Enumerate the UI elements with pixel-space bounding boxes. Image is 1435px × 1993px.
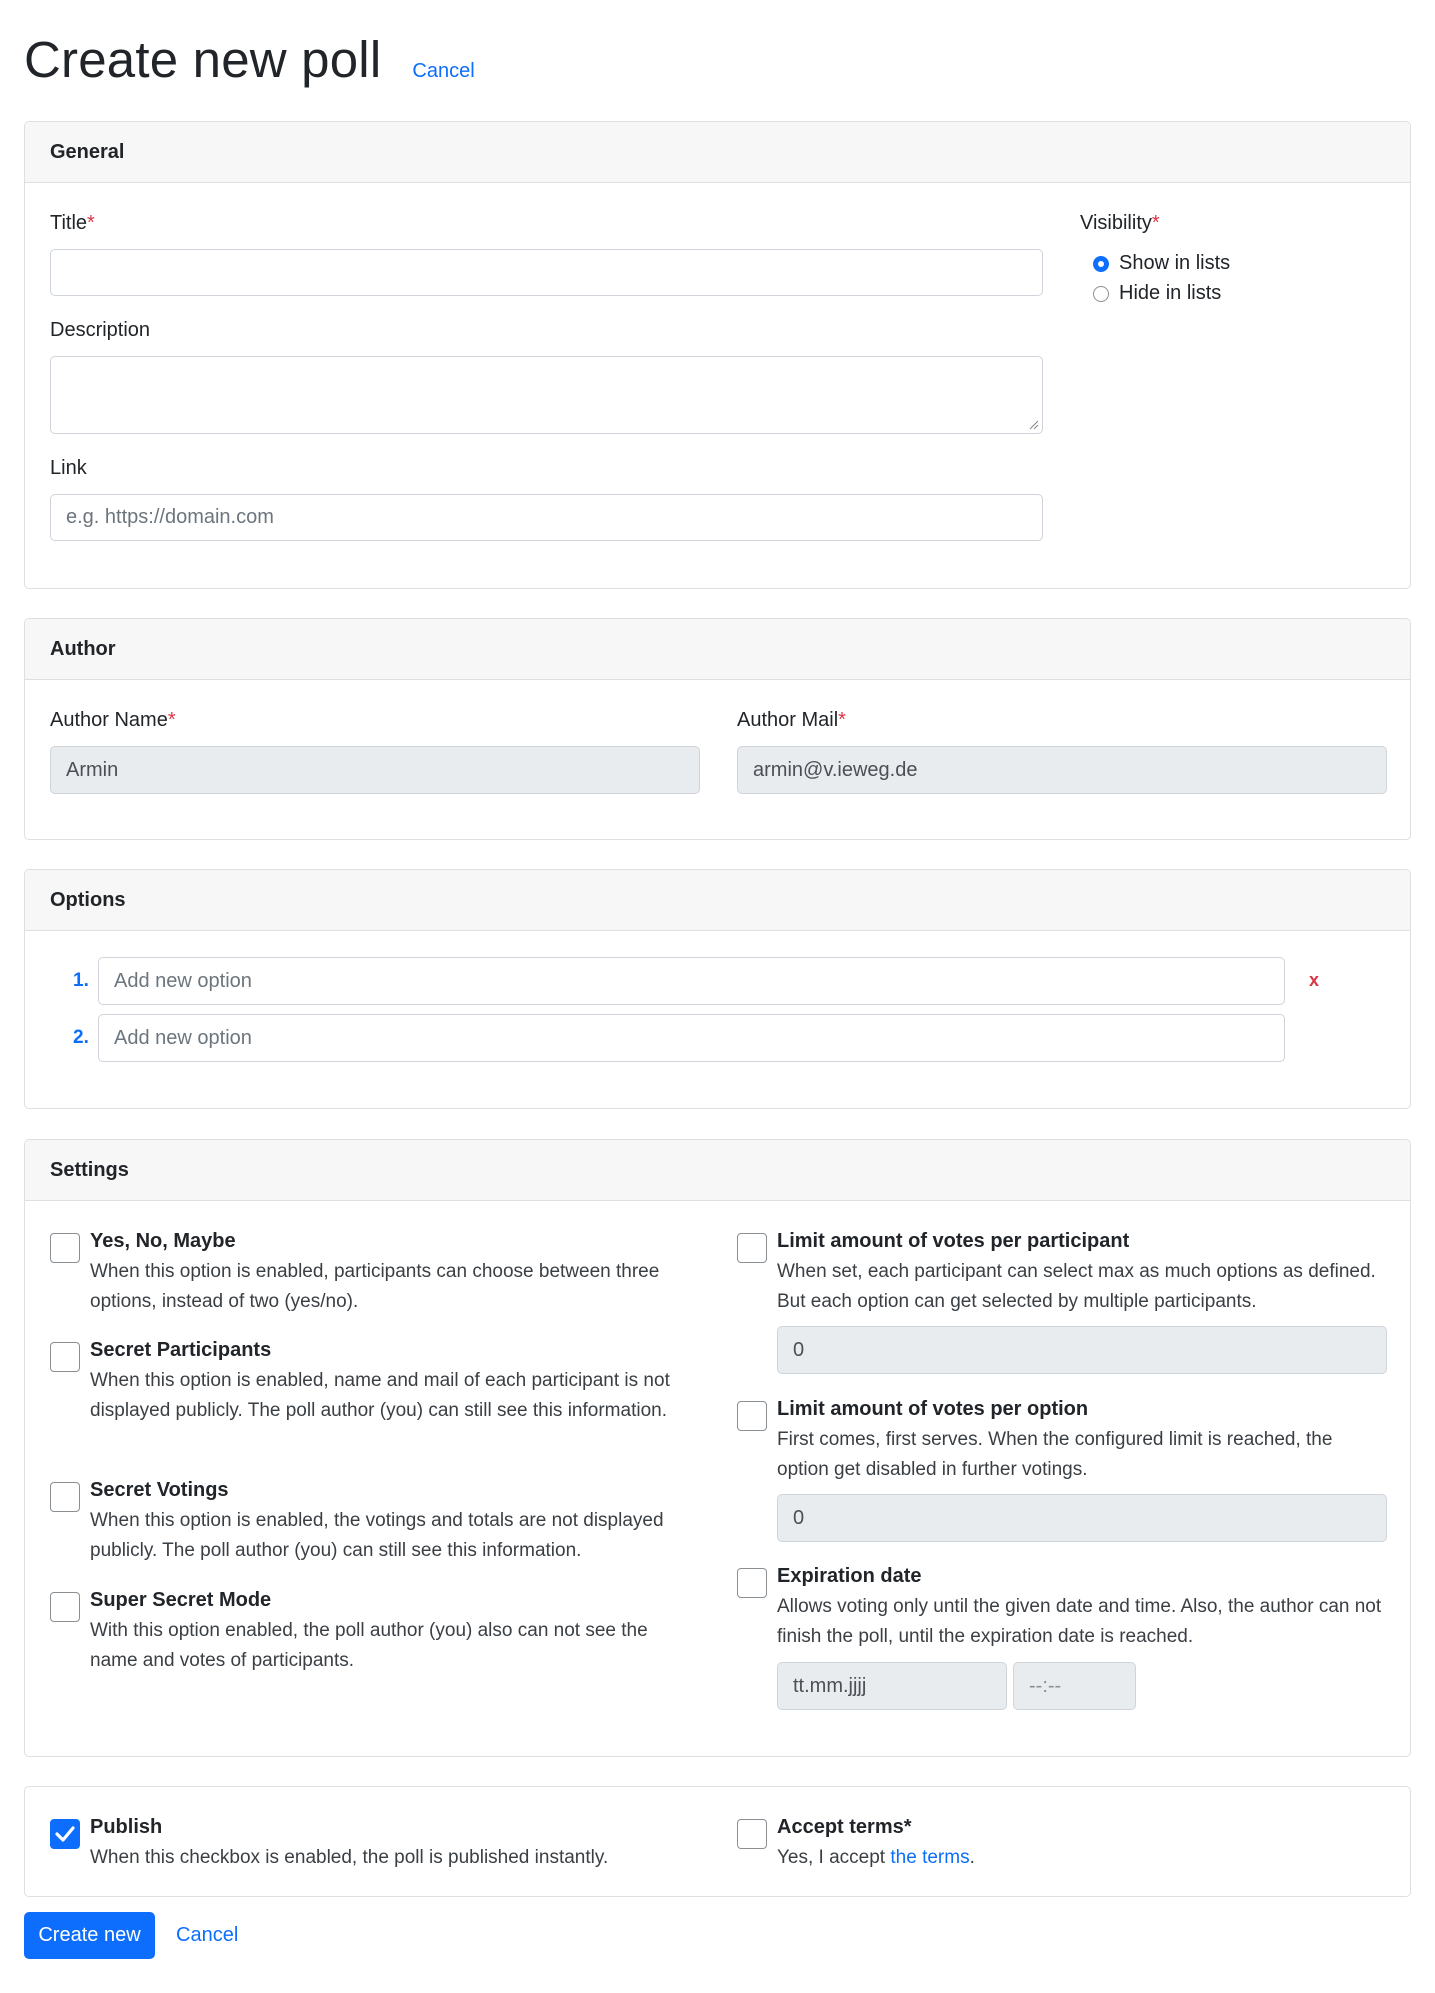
- limit-votes-participant-checkbox[interactable]: [737, 1233, 767, 1263]
- author-mail-label: Author Mail*: [737, 709, 846, 731]
- delete-option-icon[interactable]: x: [1309, 970, 1320, 990]
- page-header: [24, 30, 475, 89]
- radio-checked-icon[interactable]: [1093, 256, 1109, 272]
- setting-title: Super Secret Mode: [90, 1589, 272, 1611]
- terms-link[interactable]: the terms: [890, 1847, 970, 1868]
- author-heading: Author: [25, 619, 1410, 680]
- expiration-date-checkbox[interactable]: [737, 1568, 767, 1598]
- publish-title: Publish: [90, 1816, 163, 1838]
- limit-votes-option-input: 0: [777, 1494, 1387, 1542]
- setting-title: Limit amount of votes per option: [777, 1398, 1089, 1420]
- option-number: 2.: [73, 1027, 89, 1048]
- setting-title: Yes, No, Maybe: [90, 1230, 236, 1252]
- setting-title: Expiration date: [777, 1565, 922, 1587]
- option-input[interactable]: Add new option: [98, 957, 1285, 1005]
- checkmark-icon: [54, 1823, 76, 1845]
- author-name-label: Author Name*: [50, 709, 176, 731]
- secret-votings-checkbox[interactable]: [50, 1482, 80, 1512]
- description-label: Description: [50, 319, 151, 341]
- visibility-label: Visibility*: [1080, 212, 1160, 234]
- general-heading: General: [25, 122, 1410, 183]
- setting-desc: When this option is enabled, participants can choose between three options, instead of two (yes/no).: [90, 1261, 660, 1312]
- option-input[interactable]: Add new option: [98, 1014, 1285, 1062]
- title-input[interactable]: [50, 249, 1043, 296]
- setting-desc: First comes, first serves. When the configured limit is reached, the option get disabled in further votings.: [777, 1429, 1333, 1480]
- setting-title: Secret Participants: [90, 1339, 272, 1361]
- author-mail-input: armin@v.ieweg.de: [737, 746, 1387, 794]
- limit-votes-option-checkbox[interactable]: [737, 1401, 767, 1431]
- setting-desc: With this option enabled, the poll author (you) also can not see the name and votes of participants.: [90, 1620, 648, 1671]
- setting-title: Limit amount of votes per participant: [777, 1230, 1130, 1252]
- visibility-option-hide[interactable]: Hide in lists: [1093, 282, 1221, 305]
- header-cancel-link[interactable]: Cancel: [412, 60, 475, 82]
- settings-heading: Settings: [25, 1140, 1410, 1201]
- visibility-option-show[interactable]: Show in lists: [1093, 252, 1230, 275]
- options-heading: Options: [25, 870, 1410, 931]
- setting-desc: When set, each participant can select max as much options as defined. But each option can get selected by multiple participants.: [777, 1261, 1376, 1312]
- secret-participants-checkbox[interactable]: [50, 1342, 80, 1372]
- link-placeholder: e.g. https://domain.com: [66, 506, 274, 528]
- limit-votes-participant-input: 0: [777, 1326, 1387, 1374]
- description-textarea[interactable]: [50, 356, 1043, 434]
- setting-desc: When this option is enabled, the votings and totals are not displayed publicly. The poll author (you) can still see this information.: [90, 1510, 664, 1561]
- publish-card: [24, 1786, 1411, 1897]
- footer-cancel-link[interactable]: Cancel: [176, 1924, 239, 1946]
- page-title: Create new poll: [24, 31, 382, 88]
- author-card: [24, 618, 1411, 840]
- super-secret-mode-checkbox[interactable]: [50, 1592, 80, 1622]
- accept-terms-title: Accept terms*: [777, 1816, 912, 1838]
- link-input[interactable]: [50, 494, 1043, 541]
- author-name-input: Armin: [50, 746, 700, 794]
- setting-title: Secret Votings: [90, 1479, 229, 1501]
- radio-unchecked-icon[interactable]: [1093, 286, 1109, 302]
- accept-terms-desc: Yes, I accept the terms.: [777, 1847, 975, 1868]
- setting-desc: Allows voting only until the given date and time. Also, the author can not finish the poll, until the expiration date is reached.: [777, 1596, 1382, 1647]
- title-label: Title*: [50, 212, 95, 234]
- accept-terms-checkbox[interactable]: [737, 1819, 767, 1849]
- settings-card: [24, 1139, 1411, 1757]
- general-card: [24, 121, 1411, 589]
- publish-checkbox[interactable]: [50, 1819, 80, 1849]
- options-card: [24, 869, 1411, 1109]
- expiration-date-input: tt.mm.jjjj: [777, 1662, 1007, 1710]
- setting-desc: When this option is enabled, name and mail of each participant is not displayed publicly. The poll author (you) can still see this information.: [90, 1370, 670, 1421]
- expiration-time-input: --:--: [1013, 1662, 1136, 1710]
- publish-desc: When this checkbox is enabled, the poll is published instantly.: [90, 1847, 609, 1868]
- create-new-button[interactable]: Create new: [24, 1912, 155, 1959]
- option-number: 1.: [73, 970, 89, 991]
- resize-grip-icon[interactable]: [1029, 420, 1039, 430]
- yes-no-maybe-checkbox[interactable]: [50, 1233, 80, 1263]
- link-label: Link: [50, 457, 87, 479]
